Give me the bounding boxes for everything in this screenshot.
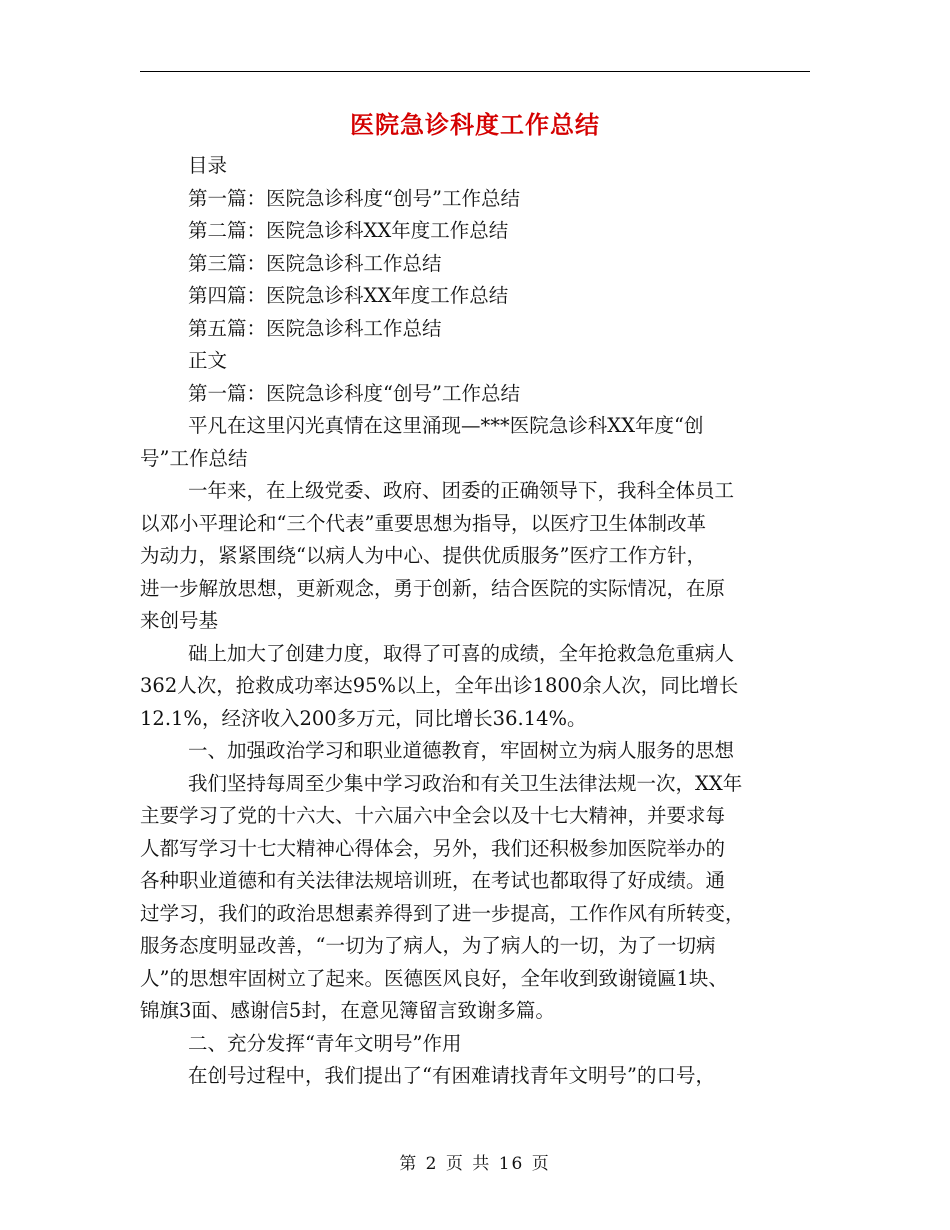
text-line: 号”工作总结 — [140, 446, 248, 470]
text-line: 为动力，紧紧围绕“以病人为中心、提供优质服务”医疗工作方针， — [140, 544, 706, 567]
text-line: 二、充分发挥“青年文明号”作用 — [188, 1031, 462, 1055]
text-line: 进一步解放思想，更新观念，勇于创新，结合医院的实际情况，在原 — [140, 576, 726, 600]
text-line: 以邓小平理论和“三个代表”重要思想为指导，以医疗卫生体制改革 — [140, 511, 706, 535]
text-line: 服务态度明显改善，“一切为了病人，为了病人的一切，为了一切病 — [140, 934, 716, 957]
text-line: 第二篇：医院急诊科XX年度工作总结 — [188, 219, 509, 242]
text-line: 我们坚持每周至少集中学习政治和有关卫生法律法规一次，XX年 — [188, 771, 743, 795]
text-line: 第三篇：医院急诊科工作总结 — [188, 251, 442, 275]
text-line: 362人次，抢救成功率达95%以上，全年出诊1800余人次，同比增长 — [140, 674, 739, 697]
text-line: 一、加强政治学习和职业道德教育，牢固树立为病人服务的思想 — [188, 739, 735, 762]
document-title: 医院急诊科度工作总结 — [350, 110, 600, 139]
text-line: 一年来，在上级党委、政府、团委的正确领导下，我科全体员工 — [188, 479, 735, 502]
text-line: 主要学习了党的十六大、十六届六中全会以及十七大精神，并要求每 — [140, 804, 726, 827]
document-body — [140, 150, 810, 1093]
text-line: 人都写学习十七大精神心得体会，另外，我们还积极参加医院举办的 — [140, 836, 726, 860]
text-line: 础上加大了创建力度，取得了可喜的成绩，全年抢救急危重病人 — [188, 641, 735, 665]
text-line: 第四篇：医院急诊科XX年度工作总结 — [188, 284, 509, 307]
text-line: 来创号基 — [140, 609, 219, 632]
text-line: 各种职业道德和有关法律法规培训班，在考试也都取得了好成绩。通 — [140, 869, 726, 892]
text-line: 第五篇：医院急诊科工作总结 — [188, 316, 442, 340]
text-line: 在创号过程中，我们提出了“有困难请找青年文明号”的口号， — [188, 1064, 715, 1087]
page-footer: 第 2 页 共 16 页 — [399, 1154, 551, 1174]
text-line: 12.1%，经济收入200多万元，同比增长36.14%。 — [140, 706, 587, 730]
text-line: 第一篇：医院急诊科度“创号”工作总结 — [188, 186, 520, 210]
text-line: 过学习，我们的政治思想素养得到了进一步提高，工作作风有所转变， — [140, 901, 745, 925]
text-line: 正文 — [188, 349, 228, 372]
text-line: 锦旗3面、感谢信5封，在意见簿留言致谢多篇。 — [140, 999, 555, 1022]
text-line: 第一篇：医院急诊科度“创号”工作总结 — [188, 381, 520, 405]
header-rule — [140, 71, 810, 72]
text-line: 目录 — [188, 154, 228, 177]
text-line: 人”的思想牢固树立了起来。医德医风良好，全年收到致谢镜匾1块、 — [140, 966, 728, 990]
text-line: 平凡在这里闪光真情在这里涌现—***医院急诊科XX年度“创 — [188, 414, 704, 437]
